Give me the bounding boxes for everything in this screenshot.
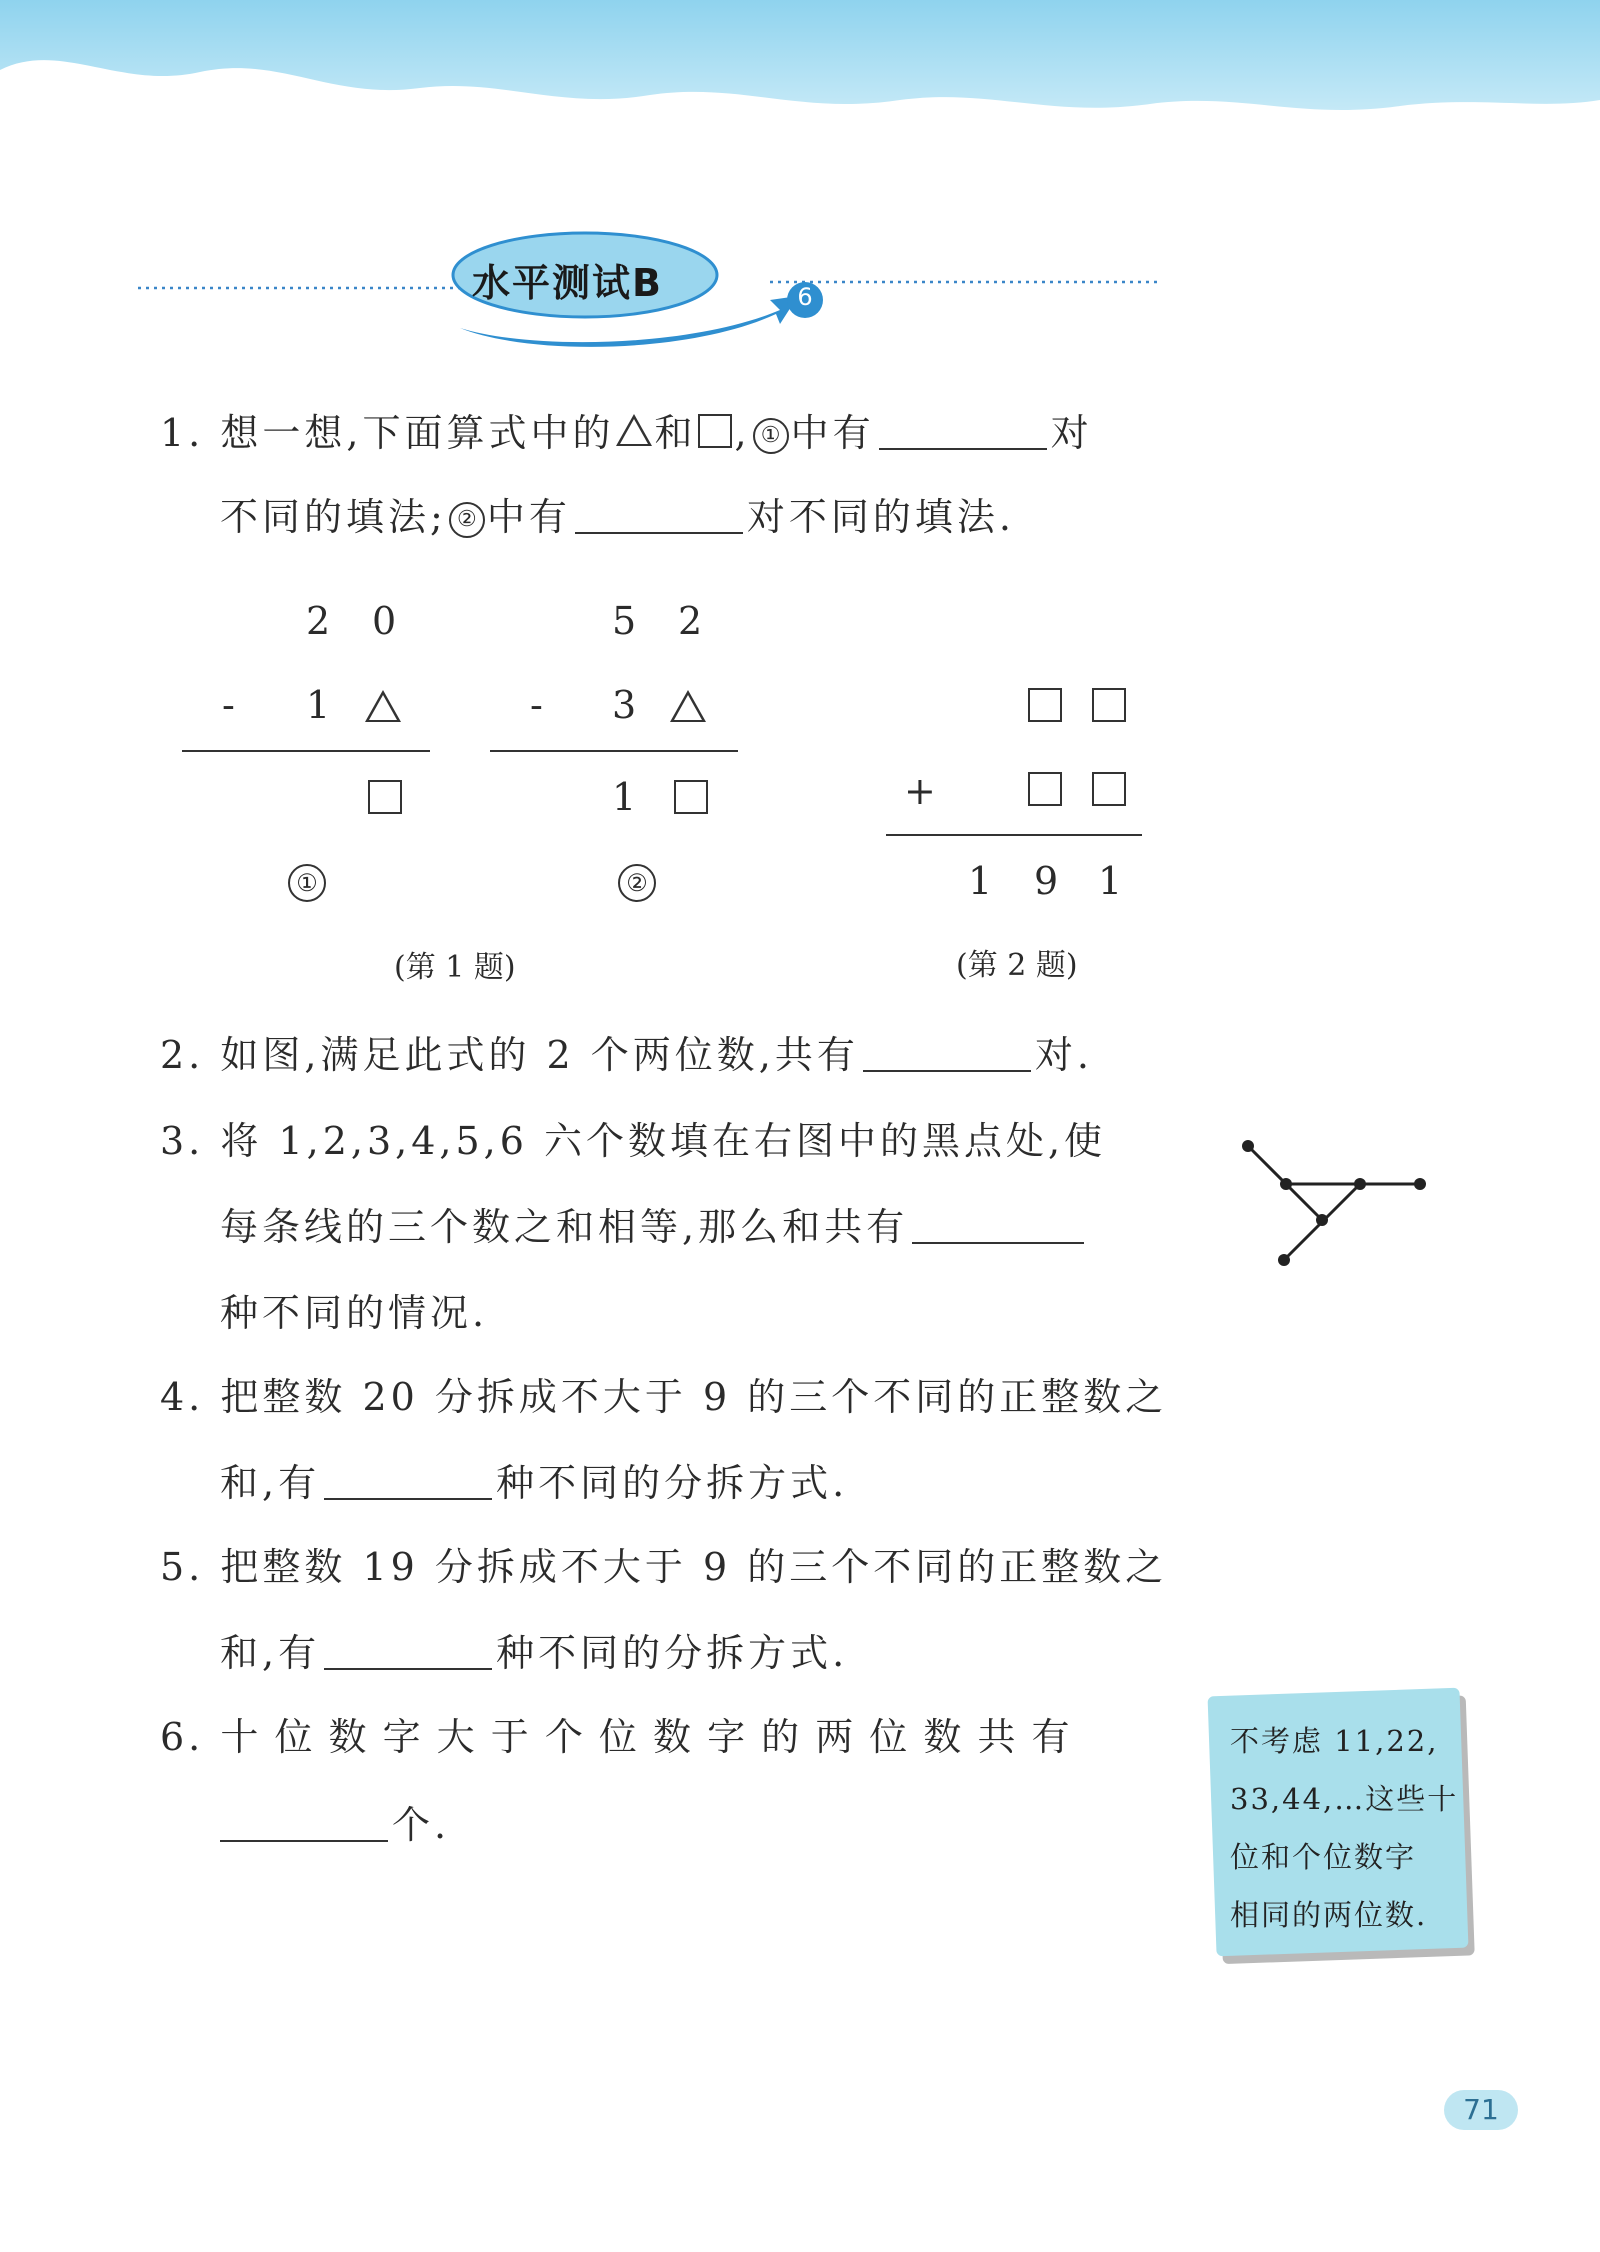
question-3-line-3 <box>220 1291 489 1335</box>
question-3-text-1: 将 1,2,3,4,5,6 六个数填在右图中的黑点处,使 <box>220 1119 1107 1163</box>
question-2-answer-blank[interactable] <box>863 1040 1031 1072</box>
fig3-rule <box>886 834 1142 836</box>
question-3-text-2: 每条线的三个数之和相等,那么和共有 <box>220 1205 909 1249</box>
fig1-top-tens: 2 <box>306 599 331 643</box>
question-1-line-1 <box>160 411 1093 455</box>
fig1-rule <box>182 750 430 752</box>
fig3-square-icon-2 <box>1092 688 1126 722</box>
hint-line-4: 相同的两位数. <box>1230 1898 1428 1932</box>
fig2-square-icon <box>674 780 708 814</box>
fig2-rule <box>490 750 738 752</box>
dot-line-figure <box>1230 1130 1430 1270</box>
question-5-line-1 <box>160 1545 1168 1589</box>
fig1-label: ① <box>288 864 326 902</box>
fig3-square-icon-1 <box>1028 688 1062 722</box>
question-1-text-b: 和 <box>654 411 697 455</box>
question-6-number: 6. <box>160 1715 205 1759</box>
question-1-answer-blank-2[interactable] <box>575 502 743 534</box>
fig1-minus-sign: - <box>222 683 235 727</box>
question-5-number: 5. <box>160 1545 205 1589</box>
section-badge: 6 <box>797 283 813 311</box>
fig2-mid-tens: 3 <box>612 683 637 727</box>
question-4-text-2b: 种不同的分拆方式. <box>496 1461 849 1505</box>
question-3-line-1 <box>160 1119 1107 1163</box>
question-2-text-a: 如图,满足此式的 2 个两位数,共有 <box>220 1033 859 1077</box>
question-6-line-2 <box>220 1803 451 1847</box>
question-3-text-3: 种不同的情况. <box>220 1291 489 1335</box>
fig2-triangle-icon <box>670 690 706 722</box>
fig3-result-hundreds: 1 <box>968 859 993 903</box>
fig1-square-icon <box>368 780 402 814</box>
question-3-line-2 <box>220 1205 1088 1249</box>
sky-cloud-band <box>0 0 1600 150</box>
fig2-top-ones: 2 <box>678 599 703 643</box>
question-1-line2-c: 对不同的填法. <box>746 495 1015 539</box>
square-icon <box>698 414 732 448</box>
fig1-mid-tens: 1 <box>306 683 331 727</box>
question-1-text-e: 对 <box>1050 411 1093 455</box>
hint-note-text <box>1230 1712 1462 1944</box>
hint-line-3: 位和个位数字 <box>1230 1840 1417 1874</box>
question-2 <box>160 1033 1093 1077</box>
caption-question-2: (第 2 题) <box>956 948 1078 983</box>
question-4-answer-blank[interactable] <box>324 1468 492 1500</box>
fig1-top-ones: 0 <box>372 599 397 643</box>
question-4-number: 4. <box>160 1375 205 1419</box>
question-5-text-2a: 和,有 <box>220 1631 321 1675</box>
fig2-result-tens: 1 <box>612 775 637 819</box>
question-2-text-b: 对. <box>1034 1033 1093 1077</box>
question-4-text-2a: 和,有 <box>220 1461 321 1505</box>
question-1-text-c: , <box>734 411 751 455</box>
question-1-line2-b: 中有 <box>486 495 571 539</box>
question-5-text-2b: 种不同的分拆方式. <box>496 1631 849 1675</box>
question-3-answer-blank[interactable] <box>912 1212 1084 1244</box>
question-1-line-2 <box>220 495 1015 539</box>
question-3-number: 3. <box>160 1119 205 1163</box>
fig3-plus-sign: + <box>904 769 936 813</box>
question-1-line2-a: 不同的填法; <box>220 495 447 539</box>
fig3-square-icon-3 <box>1028 772 1062 806</box>
page-number: 71 <box>1444 2090 1518 2130</box>
question-1-text-d: 中有 <box>790 411 875 455</box>
fig2-top-tens: 5 <box>612 599 637 643</box>
question-4-line-2 <box>220 1461 849 1505</box>
question-5-answer-blank[interactable] <box>324 1638 492 1670</box>
fig3-result-tens: 9 <box>1034 859 1059 903</box>
question-5-text-1: 把整数 19 分拆成不大于 9 的三个不同的正整数之 <box>220 1545 1168 1589</box>
fig3-result-ones: 1 <box>1098 859 1123 903</box>
question-4-text-1: 把整数 20 分拆成不大于 9 的三个不同的正整数之 <box>220 1375 1168 1419</box>
hint-line-2: 33,44,…这些十 <box>1230 1782 1459 1816</box>
question-2-number: 2. <box>160 1033 205 1077</box>
fig3-square-icon-4 <box>1092 772 1126 806</box>
question-1-answer-blank-1[interactable] <box>879 418 1047 450</box>
hint-line-1: 不考虑 11,22, <box>1230 1724 1439 1758</box>
question-1-number: 1. <box>160 411 205 455</box>
fig1-triangle-icon <box>365 690 401 722</box>
fig2-minus-sign: - <box>530 683 543 727</box>
fig2-label: ② <box>618 864 656 902</box>
question-5-line-2 <box>220 1631 849 1675</box>
question-4-line-1 <box>160 1375 1168 1419</box>
question-1-text-a: 想一想,下面算式中的 <box>220 411 615 455</box>
question-6-answer-blank[interactable] <box>220 1810 388 1842</box>
question-6-text-1: 十 位 数 字 大 于 个 位 数 字 的 两 位 数 共 有 <box>220 1715 1072 1759</box>
caption-question-1: (第 1 题) <box>394 950 516 985</box>
question-6-text-2: 个. <box>392 1803 451 1847</box>
triangle-icon <box>616 414 652 446</box>
circled-two: ② <box>449 502 485 538</box>
question-6-line-1 <box>160 1715 1072 1759</box>
section-title: 水平测试B <box>472 261 663 305</box>
circled-one: ① <box>753 418 789 454</box>
